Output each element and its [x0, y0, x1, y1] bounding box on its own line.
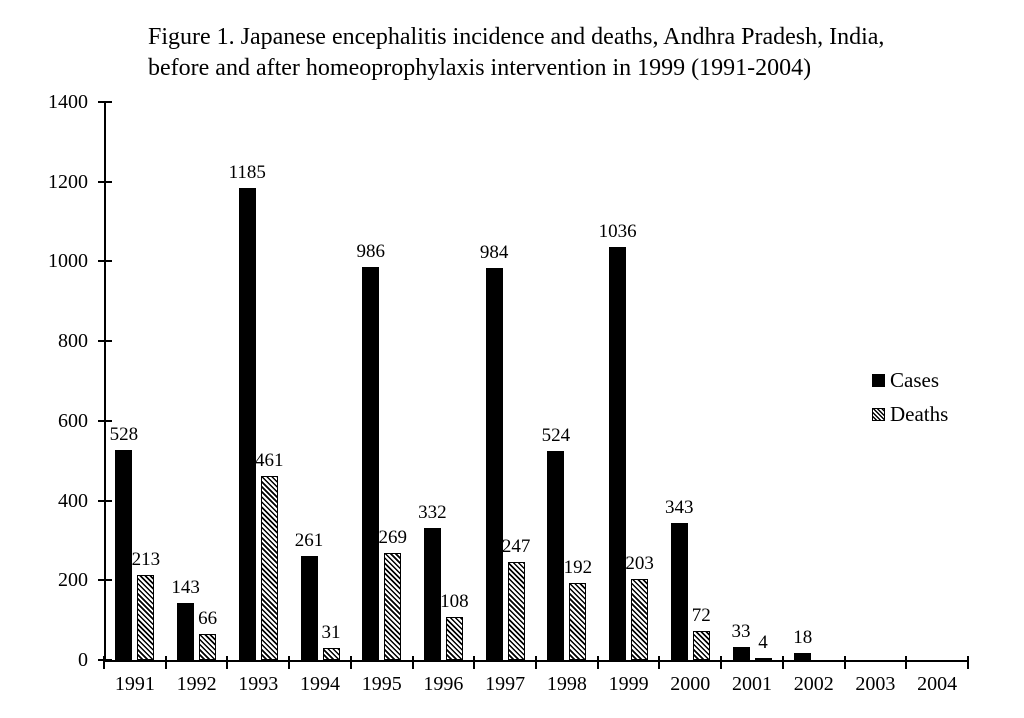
bar-value-label: 343: [665, 497, 694, 519]
bar-value-label: 1185: [228, 161, 266, 183]
x-axis-tick: [165, 656, 167, 669]
x-axis-tick-label: 2004: [917, 673, 958, 695]
bar-value-label: 66: [198, 607, 218, 629]
bar-value-label: 108: [440, 590, 469, 612]
bar-value-label: 269: [378, 526, 407, 548]
cases-bar: [671, 523, 688, 660]
figure-title-line1: Figure 1. Japanese encephalitis incidence and deaths, Andhra Pradesh, India,: [148, 24, 885, 50]
x-axis-tick-label: 1991: [114, 673, 155, 695]
legend-item-cases: [872, 369, 948, 391]
x-axis-tick: [226, 656, 228, 669]
bar-value-label: 986: [356, 241, 385, 262]
y-axis-tick-label: 1400: [48, 91, 88, 113]
y-axis-tick: [98, 340, 112, 342]
deaths-bar: [137, 575, 154, 660]
y-axis-tick: [98, 659, 112, 661]
bar-value-label: 143: [171, 577, 200, 598]
x-axis-tick-label: 2001: [732, 673, 772, 695]
bar-value-label: 261: [294, 529, 324, 551]
y-axis-tick-label: 200: [58, 569, 88, 592]
figure-title-line2: before and after homeoprophylaxis intervention in 1999 (1991-2004): [148, 55, 812, 81]
x-axis-tick: [288, 656, 290, 669]
y-axis-tick-label: 600: [58, 409, 88, 432]
legend: [872, 369, 948, 437]
legend-label-deaths: Deaths: [890, 402, 949, 426]
x-axis-tick: [844, 656, 846, 669]
bar-value-label: 332: [418, 501, 447, 523]
deaths-bar: [508, 562, 525, 660]
y-axis-tick: [98, 500, 112, 502]
y-axis-tick: [98, 101, 112, 103]
y-axis-tick-label: 0: [78, 649, 88, 671]
x-axis-tick-label: 1999: [608, 673, 649, 695]
cases-bar: [609, 247, 626, 660]
cases-bar: [362, 267, 379, 660]
x-axis-tick: [103, 656, 105, 669]
bar-value-label: 192: [563, 557, 593, 579]
y-axis-tick-label: 400: [58, 489, 88, 512]
x-axis-tick-label: 1993: [238, 673, 279, 695]
bar-value-label: 18: [793, 626, 813, 648]
deaths-bar: [323, 648, 340, 660]
x-axis-tick-label: 2002: [793, 673, 834, 695]
deaths-swatch-icon: [872, 408, 885, 421]
x-axis-tick: [967, 656, 969, 669]
x-axis-tick: [412, 656, 414, 669]
y-axis-tick: [98, 420, 112, 422]
x-axis-tick-label: 1997: [485, 673, 526, 695]
bar-value-label: 33: [731, 620, 751, 642]
deaths-bar: [569, 583, 586, 660]
x-axis-tick-label: 1992: [176, 673, 217, 695]
bar-value-label: 4: [758, 632, 768, 653]
y-axis-tick: [98, 260, 112, 262]
deaths-bar: [631, 579, 648, 660]
deaths-bar: [261, 476, 278, 660]
deaths-bar: [446, 617, 463, 660]
x-axis-tick: [535, 656, 537, 669]
x-axis-tick: [905, 656, 907, 669]
cases-bar: [301, 556, 318, 660]
x-axis-tick-label: 2003: [855, 673, 896, 695]
bar-value-label: 1036: [598, 221, 637, 243]
bar-value-label: 247: [501, 535, 531, 557]
bar-value-label: 72: [691, 605, 711, 627]
x-axis-tick: [782, 656, 784, 669]
cases-swatch-icon: [872, 374, 885, 387]
x-axis-tick-label: 2000: [670, 673, 711, 695]
y-axis-tick-label: 1200: [48, 170, 88, 193]
legend-item-deaths: [872, 403, 948, 425]
deaths-bar: [384, 553, 401, 660]
cases-bar: [239, 188, 256, 660]
bar-value-label: 461: [255, 450, 284, 472]
deaths-bar: [199, 634, 216, 660]
x-axis-tick: [658, 656, 660, 669]
x-axis-tick: [720, 656, 722, 669]
x-axis-tick: [350, 656, 352, 669]
bar-value-label: 528: [109, 423, 139, 445]
x-axis-tick: [597, 656, 599, 669]
deaths-bar: [693, 631, 710, 660]
bar-value-label: 524: [541, 425, 571, 447]
deaths-bar: [755, 658, 772, 660]
y-axis-tick: [98, 579, 112, 581]
x-axis-tick-label: 1996: [423, 673, 464, 695]
y-axis-tick: [98, 181, 112, 183]
y-axis-tick-label: 800: [58, 330, 88, 353]
x-axis-tick-label: 1995: [361, 673, 402, 695]
bar-value-label: 203: [625, 553, 654, 575]
y-axis-line: [104, 102, 106, 662]
x-axis-tick-label: 1994: [300, 673, 340, 695]
legend-label-cases: Cases: [890, 368, 939, 392]
bar-value-label: 213: [131, 549, 161, 571]
y-axis-tick-label: 1000: [48, 250, 88, 273]
bar-value-label: 984: [479, 241, 509, 263]
x-axis-tick: [473, 656, 475, 669]
x-axis-tick-label: 1998: [546, 673, 587, 695]
bar-value-label: 31: [321, 621, 341, 643]
